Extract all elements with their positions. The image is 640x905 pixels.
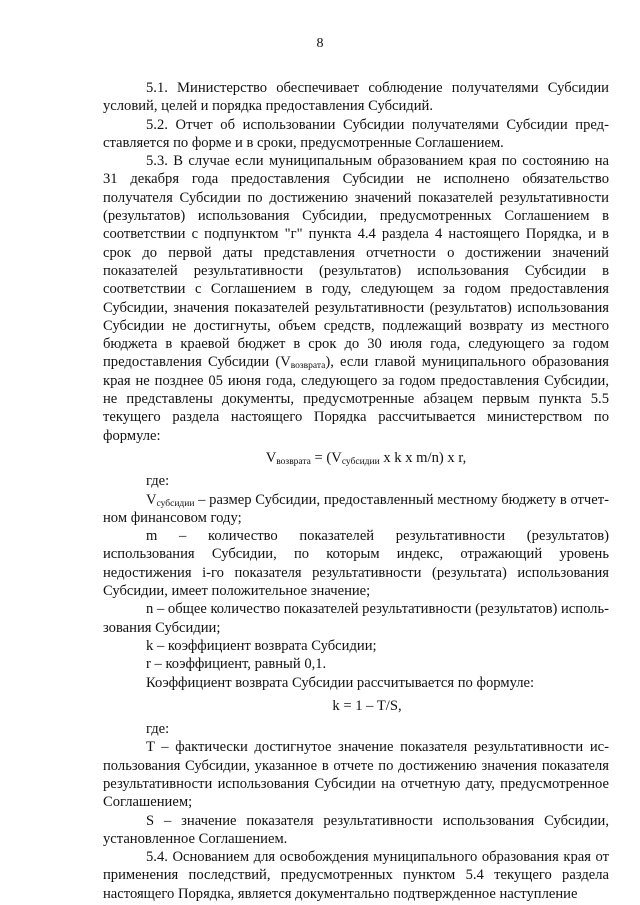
- definition-v-subsidy: [103, 491, 609, 528]
- formula-v-mid-subscript: субсидии: [341, 456, 380, 467]
- formula-v-lhs: V: [265, 449, 277, 466]
- definition-r: r – коэффициент, равный 0,1.: [146, 656, 327, 673]
- paragraph-5-4: 5.4. Основанием для освобождения муниципального образования края от применения последствий, предусмотренных пунктом 5.4 текущего раздела настоящего Порядка, является документально подтвержденное наступление: [103, 849, 609, 902]
- where-label-1: где:: [146, 473, 170, 490]
- definition-v-symbol: V: [146, 491, 157, 508]
- definition-s: S – значение показателя результативности использования Субсидии, установленное Соглашением.: [103, 812, 609, 847]
- page-number: 8: [316, 36, 324, 51]
- formula-v-lhs-subscript: возврата: [276, 456, 311, 467]
- definition-v-text: – размер Субсидии, предоставленный местному бюджету в отчетном финансовом году;: [103, 491, 609, 526]
- formula-v-mid: = (V: [310, 449, 342, 466]
- definition-t: T – фактически достигнутое значение показателя результативности использования Субсидии, указанное в отчете по достижению значения показателя результативности использования Субсидии на отчетную дату, предусмотренное Соглашением;: [103, 739, 609, 811]
- definition-n: n – общее количество показателей результативности (результатов) использования Субсидии;: [103, 601, 609, 636]
- definition-v-subscript: субсидии: [156, 498, 195, 509]
- document-body: [103, 79, 609, 903]
- paragraph-5-3: [103, 152, 609, 445]
- definition-k: k – коэффициент возврата Субсидии;: [146, 637, 377, 654]
- definition-m: m – количество показателей результативности (результатов) использования Субсидии, по которым индекс, отражающий уровень недостижения i-го показателя результативности (результата) использования Субсидии, имеет положительное значение;: [103, 528, 609, 600]
- paragraph-5-1: 5.1. Министерство обеспечивает соблюдение получателями Субсидии условий, целей и порядка предоставления Субсидий.: [103, 80, 609, 115]
- formula-k: k = 1 – T/S,: [332, 697, 402, 714]
- k-formula-intro: Коэффициент возврата Субсидии рассчитывается по формуле:: [146, 674, 535, 691]
- formula-v-rhs: x k x m/n) x r,: [379, 449, 467, 466]
- where-label-2: где:: [146, 721, 170, 738]
- paragraph-5-2: 5.2. Отчет об использовании Субсидии получателями Субсидии представляется по форме и в сроки, предусмотренные Соглашением.: [103, 116, 609, 151]
- paragraph-5-3-subscript: возврата: [290, 361, 326, 372]
- paragraph-5-3-text-before: 5.3. В случае если муниципальным образованием края по состоянию на 31 декабря года предоставления Субсидии не исполнено обязательство получателя Субсидии по достижению значений показателей результативности (результатов) использования Субсидии, предусмотренных Соглашением в соответствии с подпунктом "г" пункта 4.4 раздела 4 настоящего Порядка, и в срок до первой даты представления отчетности о достижении значений показателей результативности (результатов) использования Субсидии в соответствии с Соглашением в году, следующем за годом предоставления Субсидии, значения показателей результативности (результатов) использования Субсидии не достигнуты, объем средств, подлежащий возврату из местного бюджета в краевой бюджет в срок до 30 июля года, следующего за годом предоставления Субсидии (V: [103, 153, 609, 371]
- paragraph-5-3-text-after: ), если главой муниципального образования края не позднее 05 июня года, следующего за годом предоставления Субсидии, не представлены документы, предусмотренные абзацем первым пункта 5.5 текущего раздела настоящего Порядка рассчитывается министерством по формуле:: [103, 354, 609, 444]
- formula-v-return: [103, 449, 609, 467]
